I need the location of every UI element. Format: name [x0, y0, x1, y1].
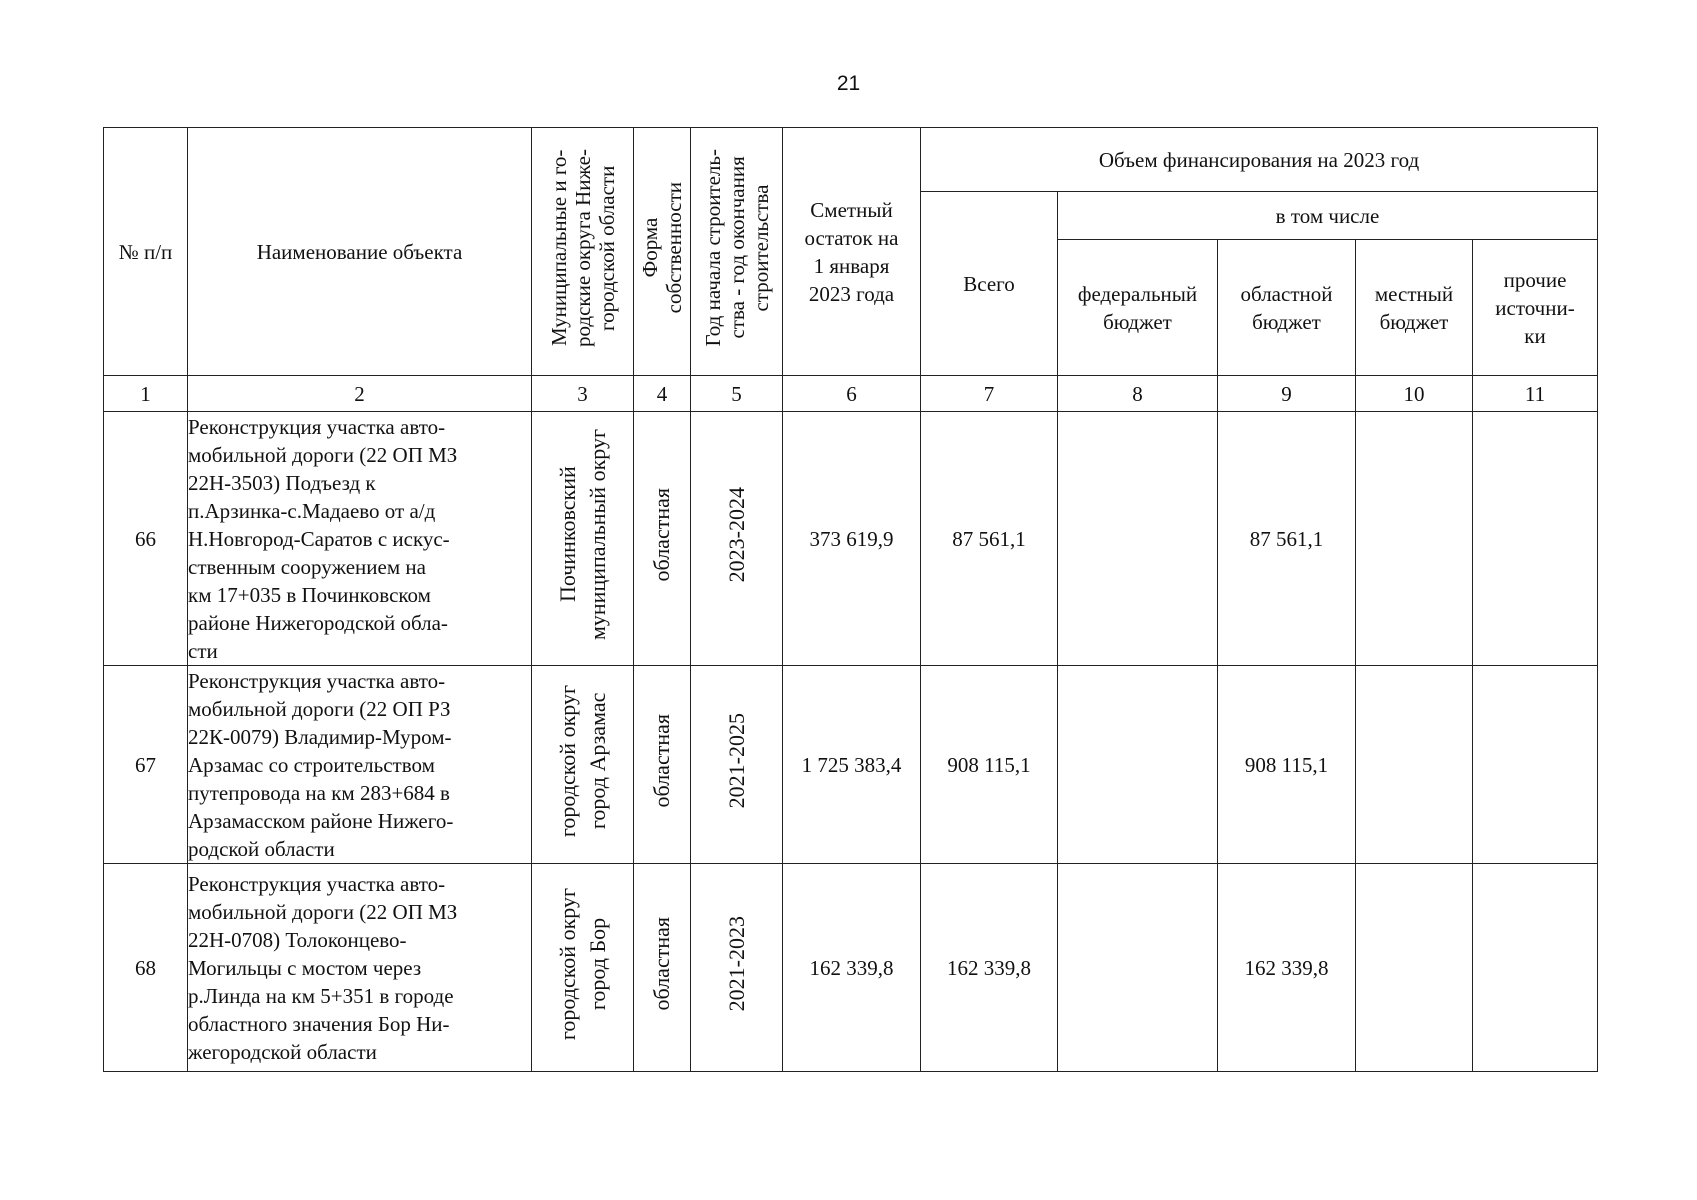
regional-value: 908 115,1: [1218, 666, 1356, 864]
ownership-cell: [634, 412, 691, 666]
federal-value: [1058, 864, 1218, 1072]
years-cell: [691, 666, 783, 864]
column-number-row: [104, 376, 1598, 412]
page-number: 21: [836, 72, 861, 95]
header-federal: федеральный бюджет: [1058, 240, 1218, 376]
other-value: [1473, 864, 1598, 1072]
object-name: Реконструкция участка авто- мобильной дороги (22 ОП РЗ 22К-0079) Владимир-Муром- Арзамас со строительством путепровода на км 283+684 в Арзамасском районе Нижего- родской области: [188, 666, 532, 864]
header-ownership-text: Форма собственности: [638, 182, 686, 314]
municipality-cell: [532, 412, 634, 666]
federal-value: [1058, 666, 1218, 864]
row-number: 66: [104, 412, 188, 666]
years-cell: [691, 412, 783, 666]
total-value: 87 561,1: [921, 412, 1058, 666]
header-total: Всего: [921, 192, 1058, 376]
regional-value: 87 561,1: [1218, 412, 1356, 666]
remainder-value: 162 339,8: [783, 864, 921, 1072]
header-object-name: Наименование объекта: [188, 128, 532, 376]
header-including: в том числе: [1058, 192, 1598, 240]
remainder-value: 373 619,9: [783, 412, 921, 666]
col-number: 4: [634, 376, 691, 412]
col-number: 7: [921, 376, 1058, 412]
header-other: прочие источни- ки: [1473, 240, 1598, 376]
regional-value: 162 339,8: [1218, 864, 1356, 1072]
ownership-cell: [634, 864, 691, 1072]
table-row: [104, 666, 1598, 864]
financing-table: [103, 127, 1598, 1072]
col-number: 8: [1058, 376, 1218, 412]
federal-value: [1058, 412, 1218, 666]
ownership-text: областная: [649, 714, 674, 808]
header-financing-group: Объем финансирования на 2023 год: [921, 128, 1598, 192]
years-text: 2021-2025: [723, 713, 749, 809]
ownership-text: областная: [649, 488, 674, 582]
years-cell: [691, 864, 783, 1072]
col-number: 2: [188, 376, 532, 412]
years-text: 2021-2023: [723, 916, 749, 1012]
col-number: 1: [104, 376, 188, 412]
municipality-text: Починковский муниципальный округ: [554, 429, 610, 641]
header-years: [691, 128, 783, 376]
total-value: 908 115,1: [921, 666, 1058, 864]
col-number: 11: [1473, 376, 1598, 412]
col-number: 9: [1218, 376, 1356, 412]
header-municipality: [532, 128, 634, 376]
total-value: 162 339,8: [921, 864, 1058, 1072]
col-number: 5: [691, 376, 783, 412]
local-value: [1356, 666, 1473, 864]
municipality-text: городской округ город Арзамас: [554, 684, 610, 838]
ownership-cell: [634, 666, 691, 864]
header-local: местный бюджет: [1356, 240, 1473, 376]
object-name: Реконструкция участка авто- мобильной дороги (22 ОП МЗ 22Н-0708) Толоконцево- Могильцы с мостом через р.Линда на км 5+351 в городе областного значения Бор Ни- жегородской области: [188, 864, 532, 1072]
header-years-text: Год начала строитель- ства - год окончания строительства: [700, 149, 773, 347]
header-number: № п/п: [104, 128, 188, 376]
table-row: [104, 864, 1598, 1072]
header-regional: областной бюджет: [1218, 240, 1356, 376]
header-ownership: [634, 128, 691, 376]
years-text: 2023-2024: [723, 487, 749, 583]
other-value: [1473, 666, 1598, 864]
col-number: 3: [532, 376, 634, 412]
header-remainder: Сметный остаток на 1 января 2023 года: [783, 128, 921, 376]
remainder-value: 1 725 383,4: [783, 666, 921, 864]
other-value: [1473, 412, 1598, 666]
municipality-text: городской округ город Бор: [554, 887, 610, 1041]
row-number: 67: [104, 666, 188, 864]
ownership-text: областная: [649, 917, 674, 1011]
local-value: [1356, 864, 1473, 1072]
col-number: 6: [783, 376, 921, 412]
col-number: 10: [1356, 376, 1473, 412]
header-municipality-text: Муниципальные и го- родские округа Ниже- городской области: [546, 149, 619, 347]
municipality-cell: [532, 864, 634, 1072]
row-number: 68: [104, 864, 188, 1072]
municipality-cell: [532, 666, 634, 864]
object-name: Реконструкция участка авто- мобильной дороги (22 ОП МЗ 22Н-3503) Подъезд к п.Арзинка-с.Мадаево от а/д Н.Новгород-Саратов с искус- ственным сооружением на км 17+035 в Починковском районе Нижегородской обла- сти: [188, 412, 532, 666]
table-row: [104, 412, 1598, 666]
local-value: [1356, 412, 1473, 666]
